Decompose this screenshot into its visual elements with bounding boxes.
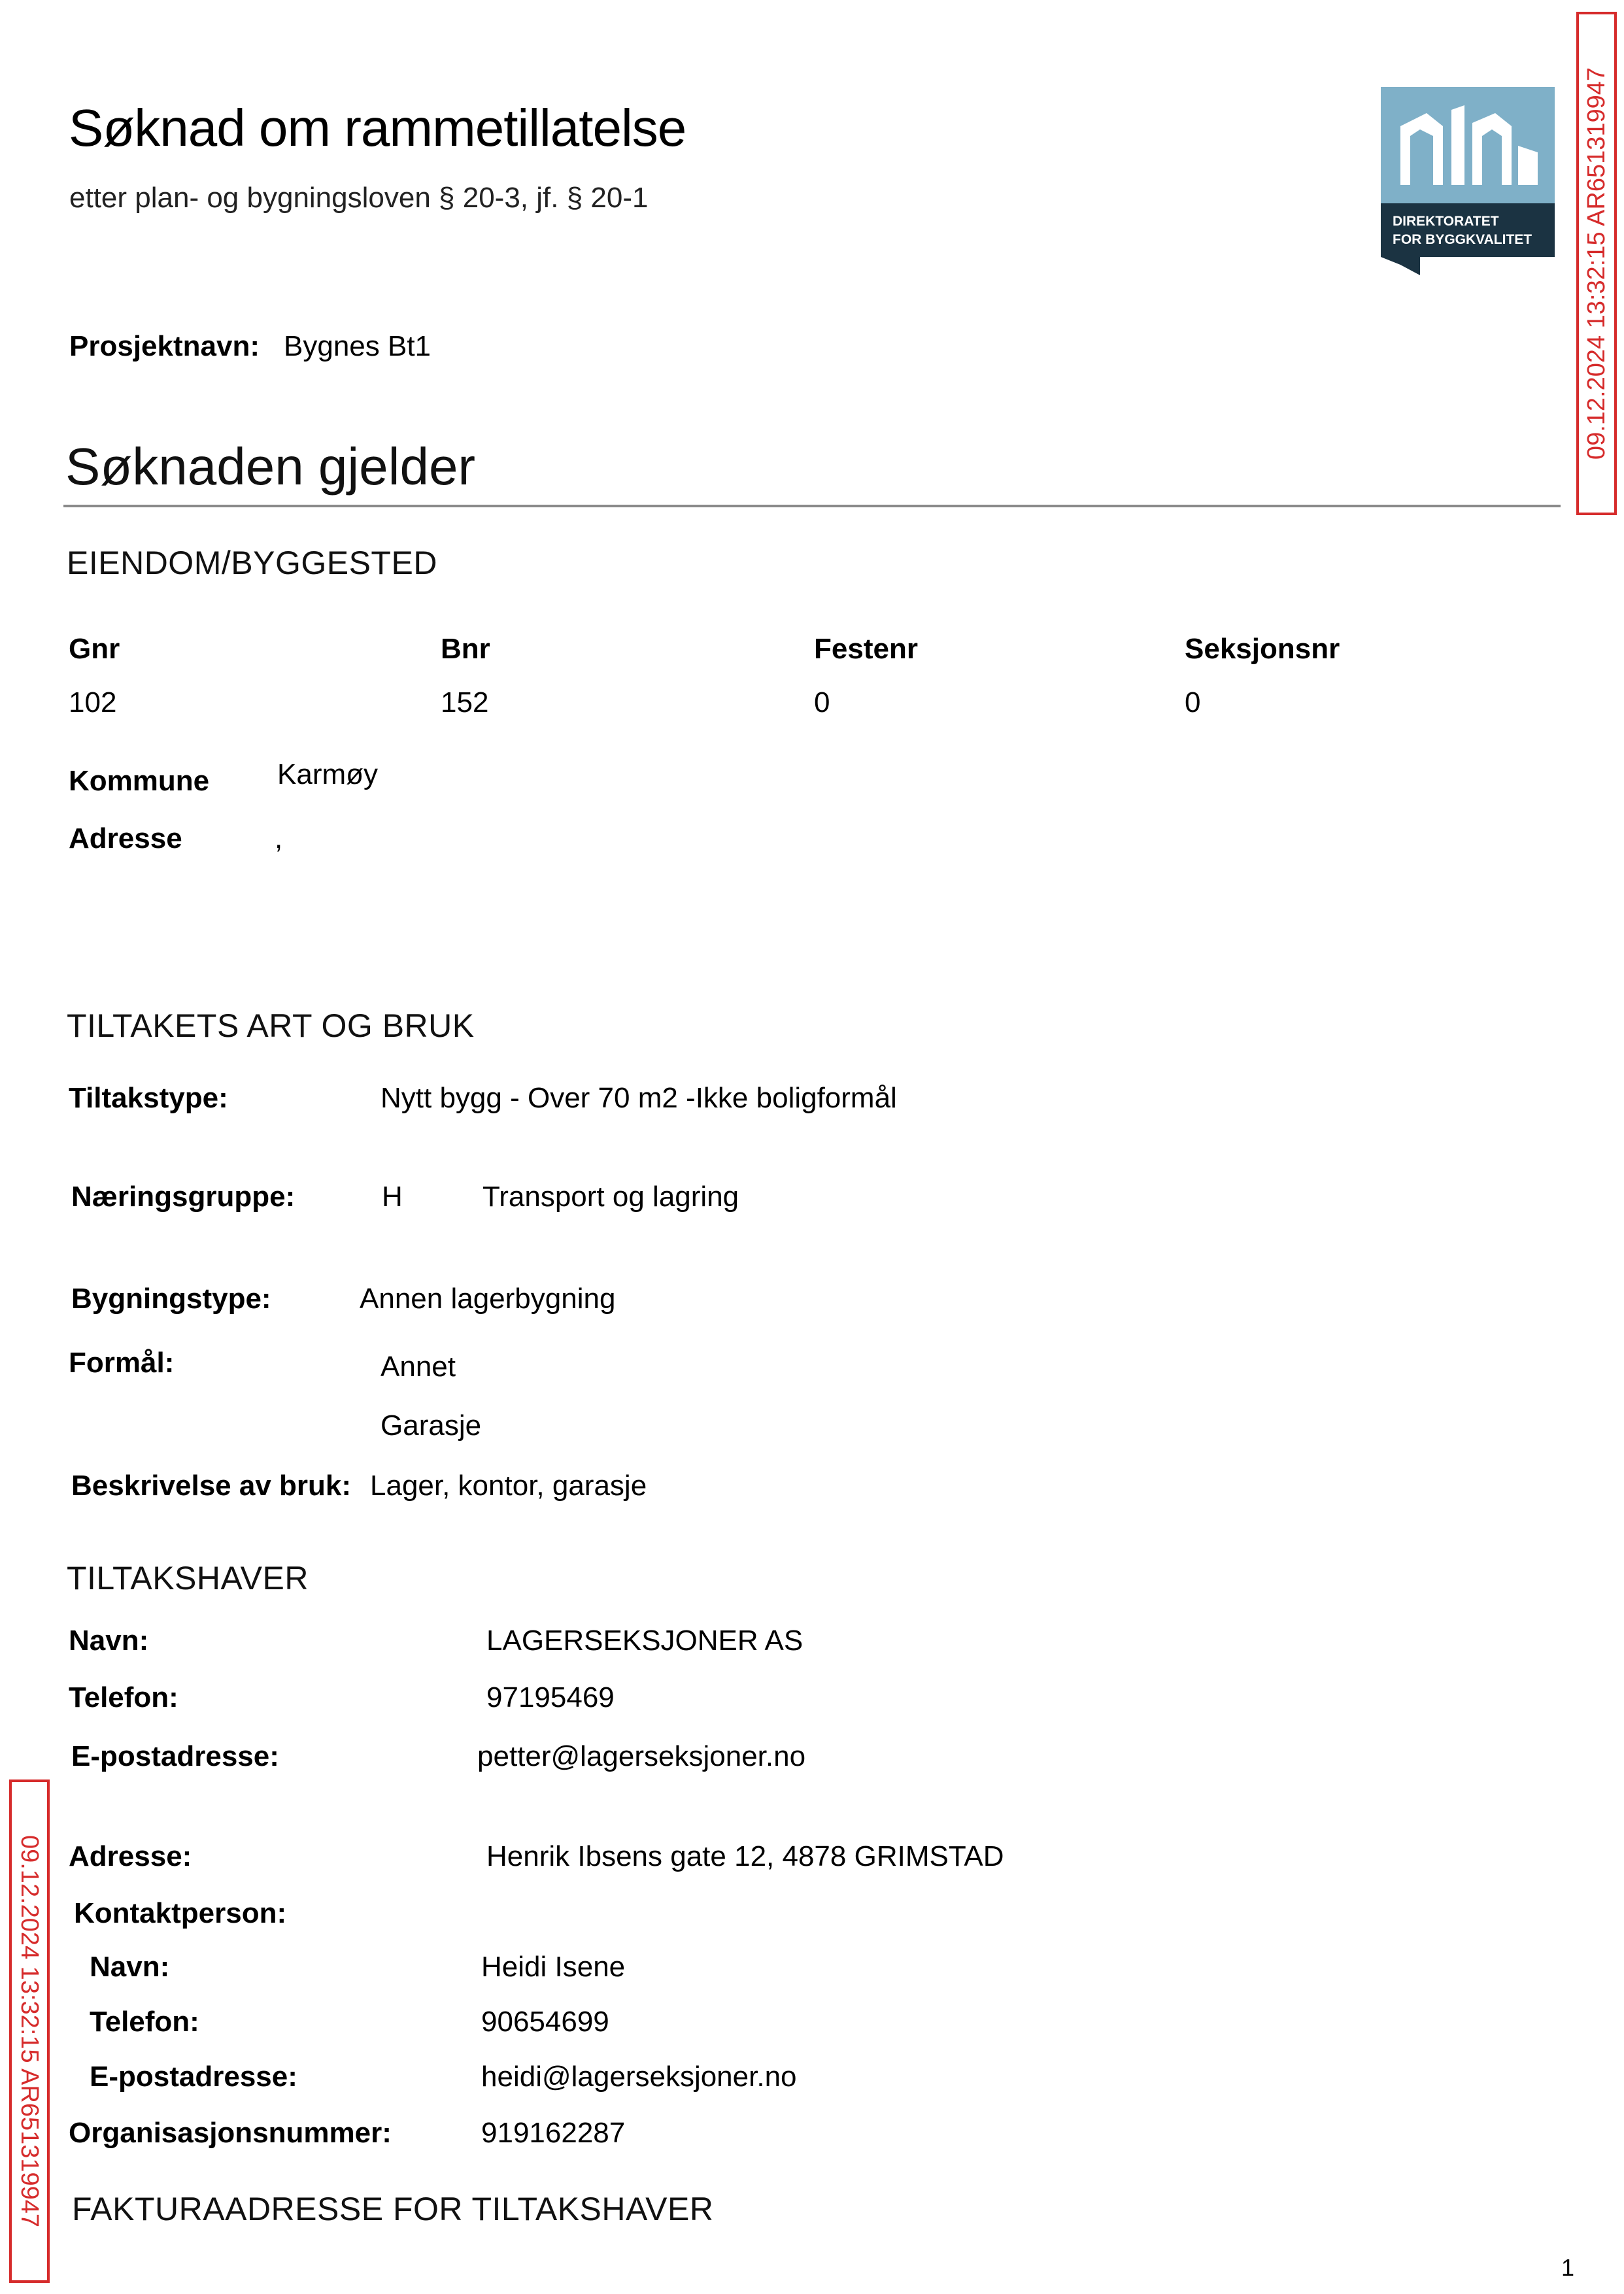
adresse-value: , xyxy=(275,822,283,854)
kontaktperson-navn-value: Heidi Isene xyxy=(481,1951,626,1983)
tiltakshaver-epost-label: E-postadresse: xyxy=(71,1740,279,1772)
naeringsgruppe-value: Transport og lagring xyxy=(482,1181,739,1213)
bygningstype-label: Bygningstype: xyxy=(71,1283,271,1315)
gnr-value: 102 xyxy=(69,686,117,718)
kontaktperson-epost-value: heidi@lagerseksjoner.no xyxy=(481,2061,797,2093)
naeringsgruppe-code: H xyxy=(382,1181,403,1213)
formal-value-2: Garasje xyxy=(381,1409,482,1442)
dibk-logo xyxy=(1381,87,1555,275)
tiltakstype-value: Nytt bygg - Over 70 m2 -Ikke boligformål xyxy=(381,1082,897,1114)
kontaktperson-telefon-label: Telefon: xyxy=(90,2006,199,2038)
beskrivelse-value: Lager, kontor, garasje xyxy=(370,1470,647,1502)
bnr-label: Bnr xyxy=(441,633,490,665)
project-name-label: Prosjektnavn: xyxy=(69,330,260,362)
gnr-label: Gnr xyxy=(69,633,120,665)
tiltakshaver-epost-value: petter@lagerseksjoner.no xyxy=(477,1740,806,1772)
festenr-value: 0 xyxy=(814,686,830,718)
archive-stamp-bottom xyxy=(9,1780,50,2283)
naeringsgruppe-label: Næringsgruppe: xyxy=(71,1181,296,1213)
property-heading: EIENDOM/BYGGESTED xyxy=(67,545,437,581)
logo-text-line1: DIREKTORATET xyxy=(1393,214,1499,229)
tiltakshaver-adresse-value: Henrik Ibsens gate 12, 4878 GRIMSTAD xyxy=(486,1840,1004,1872)
dibk-logo-icon xyxy=(1381,87,1555,275)
orgnr-label: Organisasjonsnummer: xyxy=(69,2117,392,2149)
document-title: Søknad om rammetillatelse xyxy=(69,99,686,157)
adresse-label: Adresse xyxy=(69,822,182,854)
kommune-value: Karmøy xyxy=(277,758,378,790)
tiltak-heading: TILTAKETS ART OG BRUK xyxy=(67,1007,475,1044)
beskrivelse-label: Beskrivelse av bruk: xyxy=(71,1470,352,1502)
kommune-label: Kommune xyxy=(69,765,210,797)
logo-text-line2: FOR BYGGKVALITET xyxy=(1393,232,1532,247)
section-heading: Søknaden gjelder xyxy=(65,437,476,496)
kontaktperson-label: Kontaktperson: xyxy=(74,1897,287,1929)
section-divider xyxy=(63,505,1561,507)
tiltakshaver-telefon-value: 97195469 xyxy=(486,1681,615,1713)
tiltakstype-label: Tiltakstype: xyxy=(69,1082,228,1114)
tiltakshaver-telefon-label: Telefon: xyxy=(69,1681,178,1713)
orgnr-value: 919162287 xyxy=(481,2117,626,2149)
kontaktperson-epost-label: E-postadresse: xyxy=(90,2061,297,2093)
tiltakshaver-navn-value: LAGERSEKSJONER AS xyxy=(486,1625,804,1657)
archive-stamp-bottom-text: 09.12.2024 13:32:15 AR651319947 xyxy=(16,1834,43,2228)
formal-value-1: Annet xyxy=(381,1351,456,1383)
bnr-value: 152 xyxy=(441,686,489,718)
kontaktperson-navn-label: Navn: xyxy=(90,1951,170,1983)
fakturaadresse-heading: FAKTURAADRESSE FOR TILTAKSHAVER xyxy=(72,2191,714,2227)
tiltakshaver-heading: TILTAKSHAVER xyxy=(67,1560,309,1596)
festenr-label: Festenr xyxy=(814,633,918,665)
formal-label: Formål: xyxy=(69,1347,175,1379)
project-name-value: Bygnes Bt1 xyxy=(284,330,431,362)
tiltakshaver-navn-label: Navn: xyxy=(69,1625,149,1657)
page-number: 1 xyxy=(1561,2254,1575,2281)
kontaktperson-telefon-value: 90654699 xyxy=(481,2006,609,2038)
tiltakshaver-adresse-label: Adresse: xyxy=(69,1840,192,1872)
seksjonsnr-value: 0 xyxy=(1185,686,1201,718)
archive-stamp-top xyxy=(1576,12,1617,515)
seksjonsnr-label: Seksjonsnr xyxy=(1185,633,1340,665)
document-subtitle: etter plan- og bygningsloven § 20-3, jf. § 20-1 xyxy=(69,182,649,214)
archive-stamp-top-text: 09.12.2024 13:32:15 AR651319947 xyxy=(1583,67,1610,460)
bygningstype-value: Annen lagerbygning xyxy=(360,1283,616,1315)
